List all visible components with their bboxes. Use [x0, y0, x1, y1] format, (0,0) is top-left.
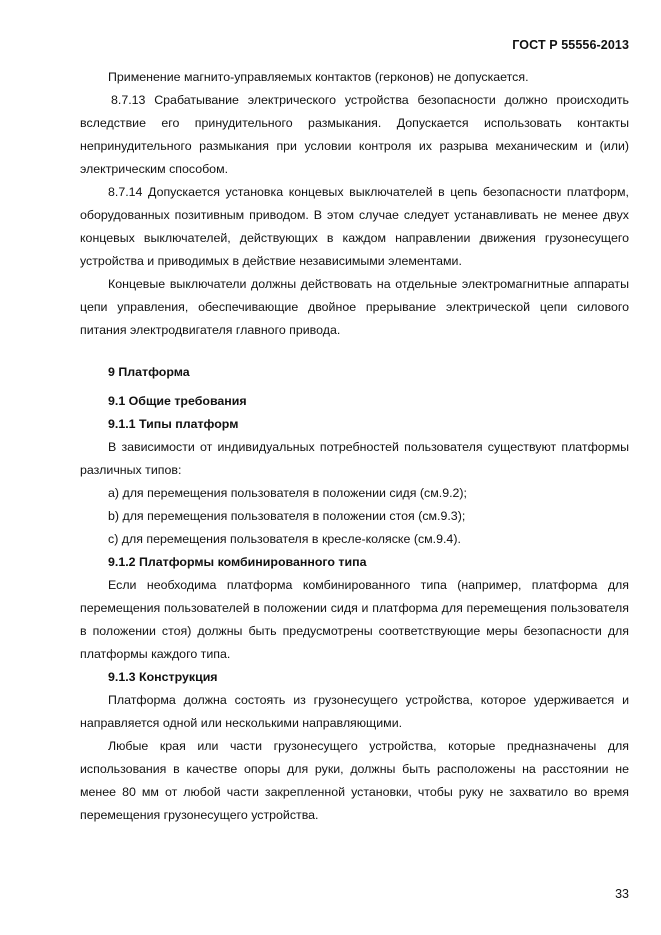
subsection-heading: 9.1.3 Конструкция [108, 670, 218, 684]
subsection-heading: 9.1 Общие требования [108, 394, 247, 408]
paragraph: В зависимости от индивидуальных потребностей пользователя существуют платформы различных типов: [80, 440, 629, 477]
section-heading: 9 Платформа [108, 365, 190, 379]
document-body [80, 66, 629, 827]
paragraph: 8.7.13 Срабатывание электрического устройства безопасности должно происходить вследствие его принудительного размыкания. Допускается использовать контакты непринудительного размыкания при условии контроля их разрыва механическим и (или) электрическим способом. [80, 93, 629, 176]
subsection-heading: 9.1.2 Платформы комбинированного типа [108, 555, 367, 569]
page-number: 33 [615, 887, 629, 901]
paragraph: Если необходима платформа комбинированного типа (например, платформа для перемещения пользователей в положении сидя и платформа для перемещения пользователя в положении стоя) должны быть предусмотрены соответствующие меры безопасности для платформы каждого типа. [80, 578, 629, 661]
paragraph: Концевые выключатели должны действовать на отдельные электромагнитные аппараты цепи управления, обеспечивающие двойное прерывание электрической цепи силового питания электродвигателя главного привода. [80, 277, 629, 337]
paragraph: Любые края или части грузонесущего устройства, которые предназначены для использования в качестве опоры для руки, должны быть расположены на расстоянии не менее 80 мм от любой части закрепленной установки, чтобы руку не захватило во время перемещения грузонесущего устройства. [80, 739, 629, 822]
list-item: c) для перемещения пользователя в кресле-коляске (см.9.4). [108, 532, 461, 546]
list-item: a) для перемещения пользователя в положении сидя (см.9.2); [108, 486, 467, 500]
paragraph: 8.7.14 Допускается установка концевых выключателей в цепь безопасности платформ, оборудованных позитивным приводом. В этом случае следует устанавливать не менее двух концевых выключателей, действующих в каждом направлении движения грузонесущего устройства и приводимых в действие независимыми элементами. [80, 185, 629, 268]
document-code: ГОСТ Р 55556-2013 [512, 38, 629, 52]
list-item: b) для перемещения пользователя в положении стоя (см.9.3); [108, 509, 466, 523]
paragraph: Применение магнито-управляемых контактов (герконов) не допускается. [108, 70, 529, 84]
section-gap [80, 342, 629, 361]
paragraph: Платформа должна состоять из грузонесущего устройства, которое удерживается и направляется одной или несколькими направляющими. [80, 693, 629, 730]
subsection-heading: 9.1.1 Типы платформ [108, 417, 239, 431]
